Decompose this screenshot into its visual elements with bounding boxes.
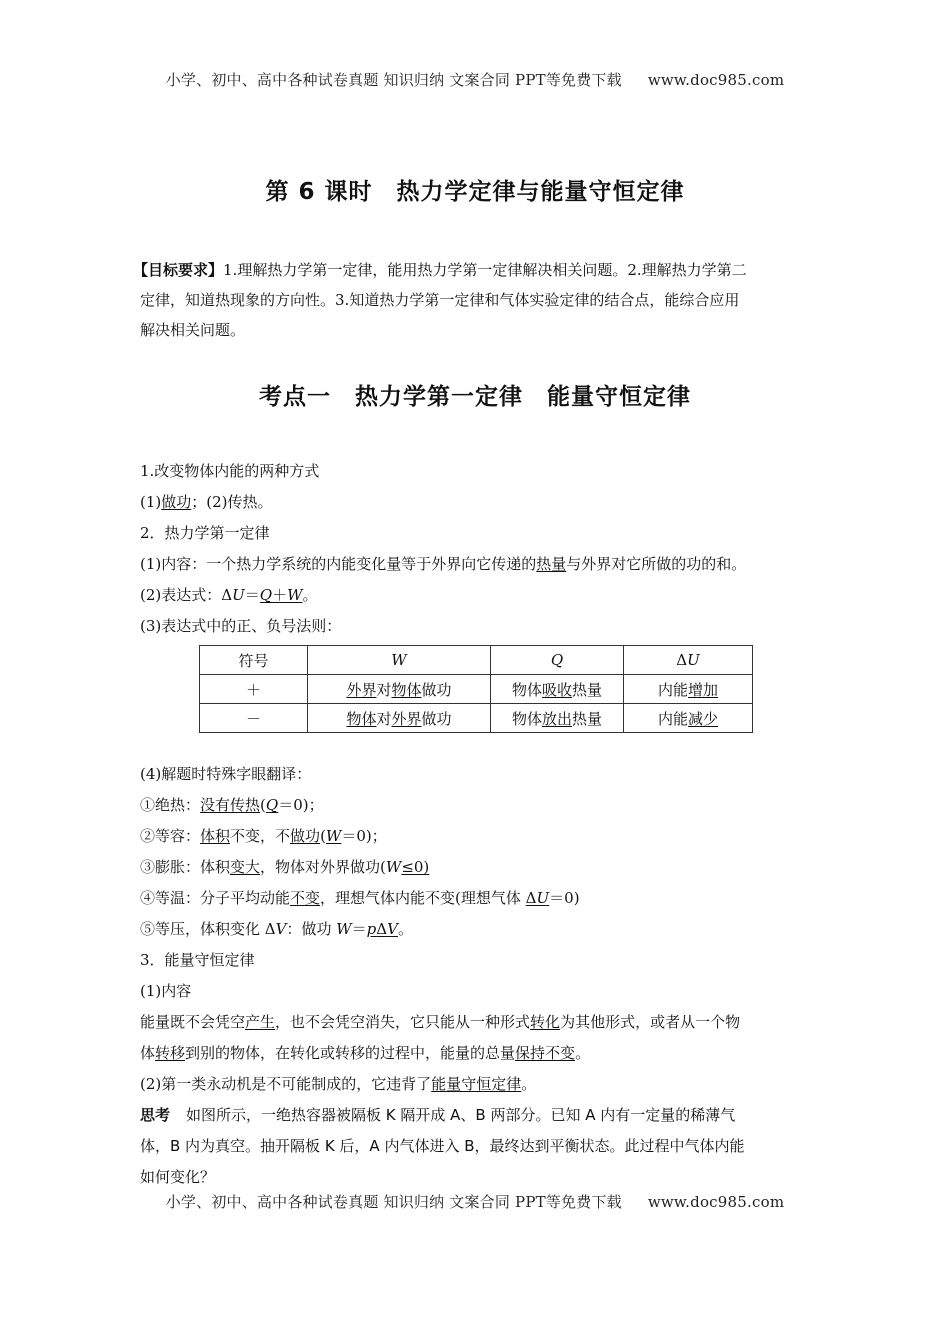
table-cell	[308, 675, 491, 704]
goal-line-1: 1.理解热力学第一定律，能用热力学第一定律解决相关问题。2.理解热力学第二	[223, 261, 747, 279]
text: ，也不会凭空消失，它只能从一种形式	[275, 1013, 531, 1031]
text: ①绝热：	[140, 796, 201, 814]
text: 。	[397, 920, 413, 938]
text: ②等容：	[140, 827, 201, 845]
var-w: W	[287, 586, 303, 604]
blank-answer: 做功	[290, 827, 321, 845]
page-header	[0, 69, 950, 90]
spacer	[140, 733, 812, 759]
var-q: Q	[550, 651, 564, 669]
think-question	[140, 1100, 812, 1193]
text: (	[320, 827, 326, 845]
blank-answer: 物体	[391, 680, 422, 699]
footer-url[interactable]: www.doc985.com	[647, 1193, 785, 1211]
sign-rule-table	[199, 645, 753, 733]
table-cell: ＋	[200, 675, 308, 704]
table-cell	[624, 704, 753, 733]
text: ⑤等压，体积变化 Δ	[140, 920, 276, 938]
para-change-energy: 1.改变物体内能的两种方式	[140, 462, 320, 480]
blank-answer: 物体	[346, 709, 377, 728]
blank-answer: 做功	[161, 493, 192, 511]
table-cell	[491, 675, 624, 704]
var-v: V	[275, 920, 287, 938]
table-header-cell	[624, 646, 753, 675]
goal-label: 【目标要求】	[133, 261, 224, 279]
lesson-title: 第 6 课时 热力学定律与能量守恒定律	[265, 179, 685, 205]
blank-answer: 吸收	[541, 680, 572, 699]
blank-answer: 增加	[688, 680, 719, 699]
para-expression	[140, 580, 812, 611]
blank-answer: 能量守恒定律	[431, 1075, 522, 1093]
text: 物体	[511, 709, 542, 728]
think-line-1	[140, 1100, 812, 1131]
goal-line-3: 解决相关问题。	[140, 321, 246, 339]
para-two-ways	[140, 487, 812, 518]
var-p: p	[366, 920, 377, 938]
para-content-heading: (1)内容	[140, 982, 192, 1000]
blank-answer	[526, 889, 550, 907]
var-q: Q	[265, 796, 279, 814]
blank-answer: 保持不变	[515, 1044, 576, 1062]
text: ＋	[272, 586, 288, 604]
text: ，理想气体内能不变(理想气体	[320, 889, 526, 907]
para-keywords: (4)解题时特殊字眼翻译：	[140, 765, 312, 783]
para-first-law-content	[140, 549, 812, 580]
text: 体	[140, 1044, 156, 1062]
para-conservation-line-2	[140, 1038, 812, 1069]
var-w: W	[385, 858, 402, 876]
text: ④等温：分子平均动能	[140, 889, 291, 907]
var-u: U	[536, 889, 550, 907]
var-u: U	[687, 651, 700, 669]
blank-answer: 没有传热	[200, 796, 261, 814]
table-header-row	[200, 646, 753, 675]
text: ＝	[351, 920, 367, 938]
text: ＝	[244, 586, 260, 604]
think-label: 思考	[140, 1106, 171, 1124]
text: ，物体对外界做功(	[260, 858, 386, 876]
header-text: 小学、初中、高中各种试卷真题 知识归纳 文案合同 PPT等免费下载	[165, 71, 622, 89]
text: (1)	[140, 493, 162, 511]
text: 能量既不会凭空	[140, 1013, 246, 1031]
para-first-law-heading: 2．热力学第一定律	[140, 524, 270, 542]
text: 对	[376, 709, 392, 728]
table-header-cell: 符号	[200, 646, 308, 675]
goal-line-2: 定律，知道热现象的方向性。3.知道热力学第一定律和气体实验定律的结合点，能综合应用	[140, 291, 740, 309]
blank-answer: 转化	[530, 1013, 561, 1031]
var-u: U	[232, 586, 245, 604]
blank-answer	[260, 586, 303, 604]
para-conservation-heading: 3．能量守恒定律	[140, 951, 255, 969]
blank-answer: 减少	[688, 709, 719, 728]
table-cell	[308, 704, 491, 733]
text: (2)表达式：Δ	[140, 586, 233, 604]
text: ＝0)	[549, 889, 580, 907]
page-footer	[0, 1191, 950, 1212]
text: 热量	[572, 680, 603, 699]
blank-answer: 不变	[290, 889, 321, 907]
para-sign-rules: (3)表达式中的正、负号法则：	[140, 617, 342, 635]
var-w: W	[391, 651, 407, 669]
table-row	[200, 704, 753, 733]
blank-answer: 体积	[200, 827, 231, 845]
table-header-cell	[491, 646, 624, 675]
text: ③膨胀：体积	[140, 858, 231, 876]
blank-answer	[367, 920, 398, 938]
blank-answer: 变大	[230, 858, 261, 876]
table-cell	[624, 675, 753, 704]
text: 。	[575, 1044, 591, 1062]
blank-answer: 转移	[155, 1044, 186, 1062]
table-row	[200, 675, 753, 704]
para-adiabatic	[140, 790, 812, 821]
var-w: W	[325, 827, 342, 845]
text: 与外界对它所做的功的和。	[566, 555, 747, 573]
para-isochoric	[140, 821, 812, 852]
text: (2)第一类永动机是不可能制成的，它违背了	[140, 1075, 432, 1093]
text: 到别的物体，在转化或转移的过程中，能量的总量	[185, 1044, 516, 1062]
blank-answer: 外界	[346, 680, 377, 699]
blank-answer: 热量	[536, 555, 567, 573]
text: 内能	[657, 709, 688, 728]
think-line-2: 体，B 内为真空。抽开隔板 K 后，A 内气体进入 B，最终达到平衡状态。此过程中气体内能	[140, 1137, 745, 1155]
table-cell: －	[200, 704, 308, 733]
text: ＝0)；	[341, 827, 387, 845]
blank-answer: 放出	[541, 709, 572, 728]
text: Δ	[376, 920, 388, 938]
blank-answer: 产生	[245, 1013, 276, 1031]
text: ＝0)；	[278, 796, 324, 814]
para-perpetual-motion	[140, 1069, 812, 1100]
text: 热量	[572, 709, 603, 728]
text: 做功	[421, 680, 452, 699]
para-isobaric	[140, 914, 812, 945]
para-isothermal	[140, 883, 812, 914]
text: 对	[376, 680, 392, 699]
text: (	[260, 796, 266, 814]
blank-answer: ≤0)	[401, 858, 430, 876]
blank-answer: 外界	[391, 709, 422, 728]
text: 如图所示，一绝热容器被隔板 K 隔开成 A、B 两部分。已知 A 内有一定量的稀薄气	[186, 1106, 736, 1124]
text: ：做功	[286, 920, 337, 938]
text: 为其他形式，或者从一个物	[560, 1013, 741, 1031]
text: 内能	[657, 680, 688, 699]
text: 做功	[421, 709, 452, 728]
table-cell	[491, 704, 624, 733]
text: 不变，不	[230, 827, 291, 845]
para-expansion	[140, 852, 812, 883]
blank-answer	[326, 827, 341, 845]
var-v: V	[387, 920, 398, 938]
text: (1)内容：一个热力学系统的内能变化量等于外界向它传递的	[140, 555, 537, 573]
text: Δ	[525, 889, 537, 907]
header-url[interactable]: www.doc985.com	[647, 71, 785, 89]
text: 物体	[511, 680, 542, 699]
var-q: Q	[259, 586, 273, 604]
blank-answer	[266, 796, 278, 814]
think-line-3: 如何变化？	[140, 1168, 216, 1186]
text: ；(2)传热。	[191, 493, 273, 511]
content-body	[140, 456, 812, 1193]
table-header-cell	[308, 646, 491, 675]
text: 。	[521, 1075, 537, 1093]
footer-text: 小学、初中、高中各种试卷真题 知识归纳 文案合同 PPT等免费下载	[165, 1193, 622, 1211]
text: Δ	[676, 651, 688, 669]
para-conservation-line-1	[140, 1007, 812, 1038]
goal-requirements	[133, 255, 813, 345]
section-title: 考点一 热力学第一定律 能量守恒定律	[259, 384, 691, 410]
var-w: W	[336, 920, 352, 938]
text: 。	[302, 586, 318, 604]
